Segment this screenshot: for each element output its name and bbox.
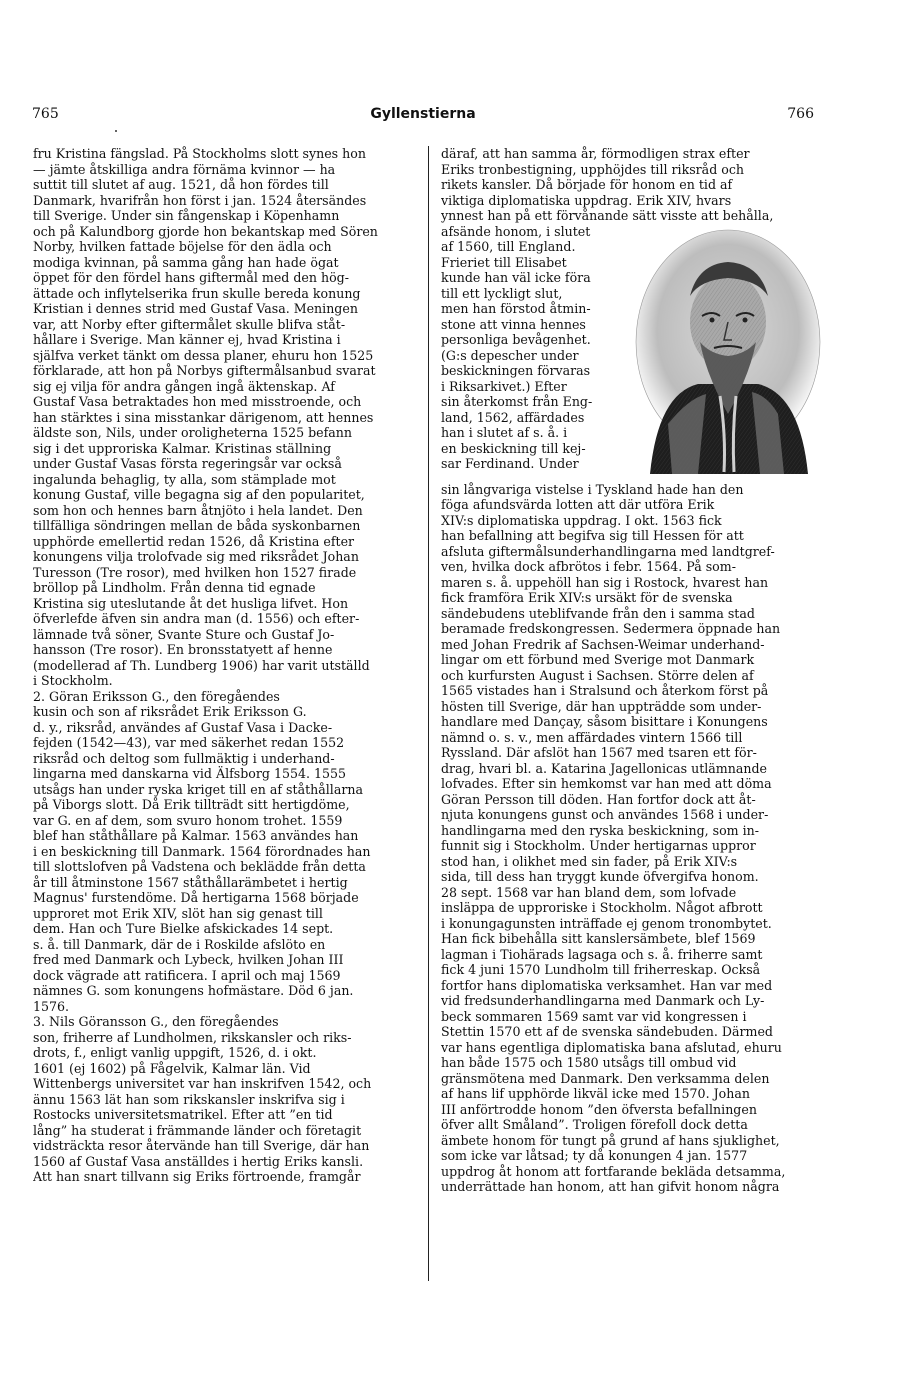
right-column [441, 146, 828, 1195]
text-line: han i slutet af s. å. i [441, 425, 568, 440]
text-line: själfva verket tänkt om dessa planer, ehuru hon 1525 [33, 347, 374, 363]
text-line: son, friherre af Lundholmen, rikskansler och riks- [33, 1029, 352, 1045]
text-line: till ett lyckligt slut, [441, 285, 563, 301]
portrait-frame [628, 224, 828, 482]
text-line: Att han snart tillvann sig Eriks förtroende, framgår [33, 1169, 361, 1184]
text-line: viktiga diplomatiska uppdrag. Erik XIV, hvars [441, 192, 732, 208]
text-line: år till åtminstone 1567 ståthållarämbetet i hertig [33, 874, 348, 890]
text-line: däraf, att han samma år, förmodligen strax efter [441, 146, 750, 161]
text-line: (modellerad af Th. Lundberg 1906) har varit utställd [33, 657, 370, 673]
text-line: upphörde emellertid redan 1526, då Kristina efter [33, 533, 355, 549]
text-line: bröllop på Lindholm. Från denna tid egnade [33, 580, 316, 595]
text-line: stone att vinna hennes [441, 316, 586, 332]
text-line: fru Kristina fängslad. På Stockholms slott synes hon [33, 146, 366, 161]
text-line: i konungagunsten inträffade ej genom tronombytet. [441, 915, 772, 931]
text-line: Han fick bibehålla sitt kanslersämbete, blef 1569 [441, 931, 756, 946]
text-line: fick 4 juni 1570 Lundholm till friherreskap. Också [441, 962, 761, 977]
text-line: öppet för den fördel hans giftermål med den hög- [33, 270, 349, 285]
text-line: handlingarna med den ryska beskickning, som in- [441, 822, 760, 838]
text-line: blef han ståthållare på Kalmar. 1563 användes han [33, 828, 359, 843]
text-line: uppdrog åt honom att fortfarande bekläda detsamma, [441, 1163, 786, 1179]
right-column-top-text [441, 146, 828, 224]
text-line: sig i det upproriska Kalmar. Kristinas ställning [33, 440, 332, 456]
text-line: ingalunda behaglig, ty alla, som stämplade mot [33, 471, 336, 487]
text-line: utsågs han under ryska kriget till en af ståthållarna [33, 781, 363, 797]
text-line: Kristina sig uteslutande åt det husliga lifvet. Hon [33, 595, 349, 611]
text-line: i Riksarkivet.) Efter [441, 378, 567, 394]
text-line: suttit till slutet af aug. 1521, då hon fördes till [33, 177, 329, 192]
text-line: funnit sig i Stockholm. Under hertigarnas uppror [441, 838, 756, 853]
text-line: ämbete honom för tungt på grund af hans sjuklighet, [441, 1132, 780, 1148]
text-line: med Johan Fredrik af Sachsen-Weimar underhand- [441, 636, 765, 652]
text-line: ännu 1563 lät han som rikskansler inskrifva sig i [33, 1091, 345, 1107]
page-header [32, 106, 814, 128]
text-line: drag, hvari bl. a. Katarina Jagellonicas utlämnande [441, 760, 767, 776]
ink-speck [115, 130, 117, 132]
text-line: fred med Danmark och Lybeck, hvilken Johan III [33, 952, 344, 967]
text-line: under Gustaf Vasas första regeringsår var också [33, 456, 342, 471]
text-line: var G. en af dem, som svuro honom trohet. 1559 [33, 812, 343, 828]
text-line: beck sommaren 1569 samt var vid kongressen i [441, 1008, 747, 1024]
text-line: III anförtrodde honom ”den öfversta befallningen [441, 1101, 757, 1117]
text-line: vidsträckta resor återvände han till Sverige, där han [33, 1138, 370, 1153]
text-line: till slottslofven på Vadstena och beklädde från detta [33, 859, 366, 874]
left-column [33, 146, 420, 1185]
text-line: Göran Persson till döden. Han fortfor dock att åt- [441, 791, 756, 807]
right-column-bottom-text [441, 482, 828, 1195]
text-line: 1565 vistades han i Stralsund och återkom först på [441, 683, 769, 698]
text-line: s. å. till Danmark, där de i Roskilde afslöto en [33, 936, 326, 952]
text-line: stod han, i olikhet med sin fader, på Erik XIV:s [441, 853, 738, 869]
text-line: lång” ha studerat i främmande länder och företagit [33, 1122, 362, 1138]
text-line: dem. Han och Ture Bielke afskickades 14 sept. [33, 921, 334, 936]
text-line: Eriks tronbestigning, upphöjdes till riksråd och [441, 161, 745, 177]
text-line: Kristian i dennes strid med Gustaf Vasa. Meningen [33, 301, 358, 316]
text-line: af hans lif upphörde likväl icke med 1570. Johan [441, 1086, 750, 1101]
text-line: konung Gustaf, ville begagna sig af den popularitet, [33, 487, 365, 502]
text-line: land, 1562, affärdades [441, 409, 585, 425]
text-line: upproret mot Erik XIV, slöt han sig genast till [33, 905, 323, 921]
text-line: Norby, hvilken fattade böjelse för den ädla och [33, 239, 332, 254]
text-line: sar Ferdinand. Under [441, 456, 579, 471]
text-line: sida, till dess han tryggt kunde öfvergifva honom. [441, 869, 759, 884]
text-line: 2. Göran Eriksson G., den föregåendes [33, 688, 280, 704]
text-line: en beskickning till kej- [441, 440, 586, 456]
text-line: sin långvariga vistelse i Tyskland hade han den [441, 481, 744, 497]
text-line: och kurfursten August i Sachsen. Större delen af [441, 667, 754, 683]
text-line: Rostocks universitetsmatrikel. Efter att ”en tid [33, 1107, 333, 1122]
text-line: lingarna med danskarna vid Älfsborg 1554. 1555 [33, 766, 347, 781]
text-line: — jämte åtskilliga andra förnäma kvinnor — ha [33, 161, 336, 177]
text-line: Turesson (Tre rosor), med hvilken hon 1527 firade [33, 564, 357, 580]
text-line: Stettin 1570 ett af de svenska sändebuden. Därmed [441, 1024, 773, 1039]
text-line: sändebudens uteblifvande från den i samma stad [441, 605, 755, 621]
text-line: till Sverige. Under sin fångenskap i Köpenhamn [33, 208, 340, 223]
text-line: konungens vilja trolofvade sig med riksrådet Johan [33, 549, 359, 564]
text-line: nämnes G. som konungens hofmästare. Död 6 jan. [33, 983, 354, 998]
text-line: handlare med Dançay, såsom bisittare i Konungens [441, 714, 768, 729]
text-line: som hon och hennes barn åtnjöto i hela landet. Den [33, 502, 363, 518]
text-line: Frieriet till Elisabet [441, 254, 567, 270]
text-line: underrättade han honom, att han gifvit honom några [441, 1179, 780, 1194]
text-line: gränsmötena med Danmark. Den verksamma delen [441, 1070, 770, 1086]
text-line: han både 1575 och 1580 utsågs till ombud vid [441, 1055, 737, 1070]
text-line: fortfor hans diplomatiska verksamhet. Han var med [441, 977, 773, 993]
text-line: kunde han väl icke föra [441, 270, 591, 285]
text-line: vid fredsunderhandlingarna med Danmark och Ly- [441, 993, 765, 1008]
text-line: fejden (1542—43), var med säkerhet redan 1552 [33, 735, 345, 750]
text-line: beramade fredskongressen. Sedermera öppnade han [441, 621, 781, 636]
text-line: på Viborgs slott. Då Erik tillträdt sitt hertigdöme, [33, 797, 350, 812]
page-number-left: 765 [32, 106, 59, 122]
text-line: 1576. [33, 998, 70, 1014]
page-number-right: 766 [787, 106, 814, 122]
text-line: han stärktes i sina misstankar därigenom, att hennes [33, 409, 374, 425]
text-line: sig ej vilja för andra gången ingå äktenskap. Af [33, 378, 335, 394]
text-line: förklarade, att hon på Norbys giftermålsanbud svarat [33, 363, 376, 378]
text-line: dock vägrade att ratificera. I april och maj 1569 [33, 967, 341, 983]
text-line: ven, hvilka dock afbrötos i febr. 1564. På som- [441, 559, 736, 574]
text-line: 28 sept. 1568 var han bland dem, som lofvade [441, 884, 737, 900]
text-line: Magnus' furstendöme. Då hertigarna 1568 började [33, 890, 359, 905]
text-line: Ryssland. Där afslöt han 1567 med tsaren ett för- [441, 745, 757, 760]
text-line: modiga kvinnan, på samma gång han hade ögat [33, 254, 339, 270]
text-line: 3. Nils Göransson G., den föregåendes [33, 1014, 279, 1029]
text-line: var, att Norby efter giftermålet skulle blifva ståt- [33, 316, 346, 332]
portrait-engraving [628, 224, 828, 474]
running-title: Gyllenstierna [370, 106, 476, 122]
text-line: lofvades. Efter sin hemkomst var han med att döma [441, 776, 772, 791]
column-divider [428, 146, 429, 1281]
text-line: öfverlefde äfven sin andra man (d. 1556) och efter- [33, 611, 360, 626]
text-line: öfver allt Småland”. Troligen förefoll dock detta [441, 1117, 748, 1132]
text-line: hösten till Sverige, där han uppträdde som under- [441, 698, 762, 714]
text-line: personliga bevågenhet. [441, 332, 591, 347]
text-line: beskickningen förvaras [441, 363, 591, 378]
text-line: insläppa de upproriske i Stockholm. Något afbrott [441, 900, 763, 915]
text-line: fick framföra Erik XIV:s ursäkt för de svenska [441, 590, 733, 605]
text-line: hållare i Sverige. Man känner ej, hvad Kristina i [33, 332, 341, 347]
text-line: Gustaf Vasa betraktades hon med misstroende, och [33, 394, 362, 409]
text-line: njuta konungens gunst och användes 1568 i under- [441, 807, 769, 822]
text-line: hansson (Tre rosor). En bronsstatyett af henne [33, 642, 333, 657]
text-line: Danmark, hvarifrån hon först i jan. 1524 återsändes [33, 192, 367, 208]
text-line: var hans egentliga diplomatiska bana afslutad, ehuru [441, 1039, 782, 1055]
text-line: i Stockholm. [33, 673, 113, 688]
text-line: nämnd o. s. v., men affärdades vintern 1566 till [441, 729, 743, 745]
text-line: rikets kansler. Då började för honom en tid af [441, 177, 733, 192]
text-line: maren s. å. uppehöll han sig i Rostock, hvarest han [441, 574, 769, 590]
text-line: ättade och inflytelserika frun skulle bereda konung [33, 285, 361, 301]
text-line: kusin och son af riksrådet Erik Eriksson G. [33, 704, 307, 719]
text-line: han befallning att begifva sig till Hessen för att [441, 528, 744, 543]
text-line: i en beskickning till Danmark. 1564 förordnades han [33, 843, 371, 859]
text-line: och på Kalundborg gjorde hon bekantskap med Sören [33, 223, 378, 239]
text-line: men han förstod åtmin- [441, 301, 591, 316]
text-line: d. y., riksråd, användes af Gustaf Vasa i Dacke- [33, 719, 333, 735]
text-line: sin återkomst från Eng- [441, 394, 593, 409]
text-line: afsluta giftermålsunderhandlingarna med landtgref- [441, 543, 775, 559]
text-line: afsände honom, i slutet [441, 223, 591, 239]
text-line: riksråd och deltog som fullmäktig i underhand- [33, 750, 335, 766]
text-line: 1560 af Gustaf Vasa anställdes i hertig Eriks kansli. [33, 1153, 364, 1169]
text-line: ynnest han på ett förvånande sätt visste att behålla, [441, 208, 774, 223]
text-line: tillfälliga söndringen mellan de båda syskonbarnen [33, 518, 361, 533]
text-line: äldste son, Nils, under oroligheterna 1525 befann [33, 425, 353, 440]
text-line: som icke var låtsad; ty då konungen 4 jan. 1577 [441, 1148, 748, 1163]
text-line: lingar om ett förbund med Sverige mot Danmark [441, 652, 755, 667]
text-line: lagman i Tiohärads lagsaga och s. å. friherre samt [441, 946, 763, 962]
text-line: af 1560, till England. [441, 239, 576, 254]
text-line: XIV:s diplomatiska uppdrag. I okt. 1563 fick [441, 512, 722, 528]
text-line: 1601 (ej 1602) på Fågelvik, Kalmar län. Vid [33, 1060, 311, 1076]
text-line: drots, f., enligt vanlig uppgift, 1526, d. i okt. [33, 1045, 317, 1060]
text-line: (G:s depescher under [441, 347, 579, 363]
text-line: föga afundsvärda lotten att där utföra Erik [441, 497, 715, 512]
text-line: lämnade två söner, Svante Sture och Gustaf Jo- [33, 626, 335, 642]
text-line: Wittenbergs universitet var han inskrifven 1542, och [33, 1076, 372, 1091]
